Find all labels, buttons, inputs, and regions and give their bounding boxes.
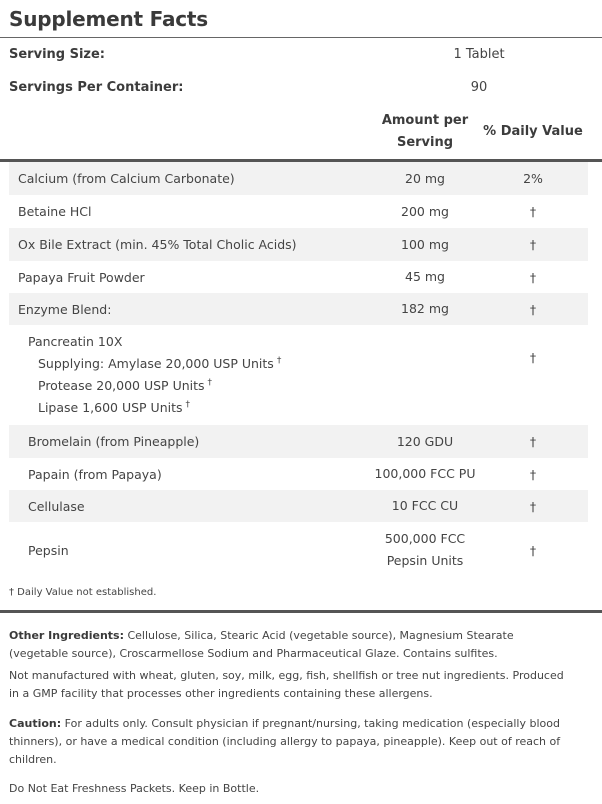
nutrient-name: Enzyme Blend:	[18, 301, 112, 317]
pancreatin-amylase: Supplying: Amylase 20,000 USP Units †	[38, 356, 282, 372]
other-ingredients: Other Ingredients: Cellulose, Silica, Stearic Acid (vegetable source), Magnesium Stearate (vegetable source), Croscarmellose Sodium and Pharmaceutical Glaze. Contains sulfites.	[9, 629, 514, 660]
servings-per-container-value: 90	[470, 80, 488, 95]
nutrient-name: Bromelain (from Pineapple)	[28, 434, 200, 449]
nutrient-daily-value: †	[529, 498, 537, 514]
nutrient-amount: 200 mg	[401, 203, 449, 219]
table-row	[9, 261, 588, 293]
nutrient-daily-value: †	[529, 269, 537, 285]
table-row	[9, 458, 588, 490]
nutrient-amount: 100 mg	[401, 236, 449, 252]
table-row	[9, 195, 588, 228]
nutrient-amount: 10 FCC CU	[391, 498, 459, 513]
nutrient-name: Calcium (from Calcium Carbonate)	[18, 171, 235, 186]
nutrient-name: Cellulase	[28, 498, 85, 514]
nutrient-name: Ox Bile Extract (min. 45% Total Cholic Acids)	[18, 237, 297, 252]
amount-per-serving-header: Amount per Serving	[381, 113, 469, 150]
nutrient-amount: 182 mg	[401, 301, 449, 316]
pancreatin-name: Pancreatin 10X	[28, 334, 123, 349]
nutrient-daily-value: †	[529, 349, 537, 365]
panel-title: Supplement Facts	[9, 7, 208, 31]
nutrient-daily-value: †	[529, 466, 537, 482]
allergen-statement: Not manufactured with wheat, gluten, soy, milk, egg, fish, shellfish or tree nut ingredients. Produced in a GMP facility that processes other ingredients containing these allergens.	[9, 669, 564, 700]
pancreatin-protease: Protease 20,000 USP Units †	[38, 378, 213, 394]
serving-size-label: Serving Size:	[9, 47, 106, 62]
nutrient-amount: 45 mg	[405, 269, 445, 284]
nutrient-daily-value: †	[529, 542, 537, 558]
caution-statement: Caution: For adults only. Consult physician if pregnant/nursing, taking medication (especially blood thinners), or have a medical condition (including allergy to papaya, pineapple). Keep out of reach of children.	[9, 717, 561, 766]
table-row	[9, 228, 588, 261]
nutrient-daily-value: †	[529, 301, 537, 317]
pancreatin-lipase: Lipase 1,600 USP Units †	[38, 400, 191, 416]
table-row-pancreatin	[9, 325, 588, 425]
nutrient-daily-value: 2%	[523, 171, 543, 186]
table-row	[9, 490, 588, 522]
nutrient-daily-value: †	[529, 434, 537, 449]
daily-value-footnote: † Daily Value not established.	[9, 587, 157, 598]
nutrient-amount: 20 mg	[405, 170, 445, 186]
freshness-note: Do Not Eat Freshness Packets. Keep in Bottle.	[9, 782, 260, 795]
divider-thick	[0, 610, 602, 613]
nutrient-daily-value: †	[529, 204, 537, 219]
table-row	[9, 293, 588, 325]
nutrient-name: Pepsin	[28, 542, 69, 558]
table-row-pepsin	[9, 522, 588, 578]
table-row	[9, 162, 588, 195]
nutrient-daily-value: †	[529, 237, 537, 252]
nutrient-amount: 100,000 FCC PU	[374, 466, 476, 481]
nutrient-name: Papaya Fruit Powder	[18, 269, 145, 285]
nutrient-amount: 120 GDU	[396, 433, 454, 449]
divider	[0, 37, 602, 38]
table-row	[9, 425, 588, 458]
daily-value-header: % Daily Value	[483, 124, 583, 139]
servings-per-container-label: Servings Per Container:	[9, 80, 184, 95]
nutrient-name: Betaine HCl	[18, 204, 92, 219]
nutrient-amount: 500,000 FCC Pepsin Units	[384, 531, 466, 568]
nutrient-name: Papain (from Papaya)	[28, 466, 162, 482]
serving-size-value: 1 Tablet	[453, 47, 505, 62]
